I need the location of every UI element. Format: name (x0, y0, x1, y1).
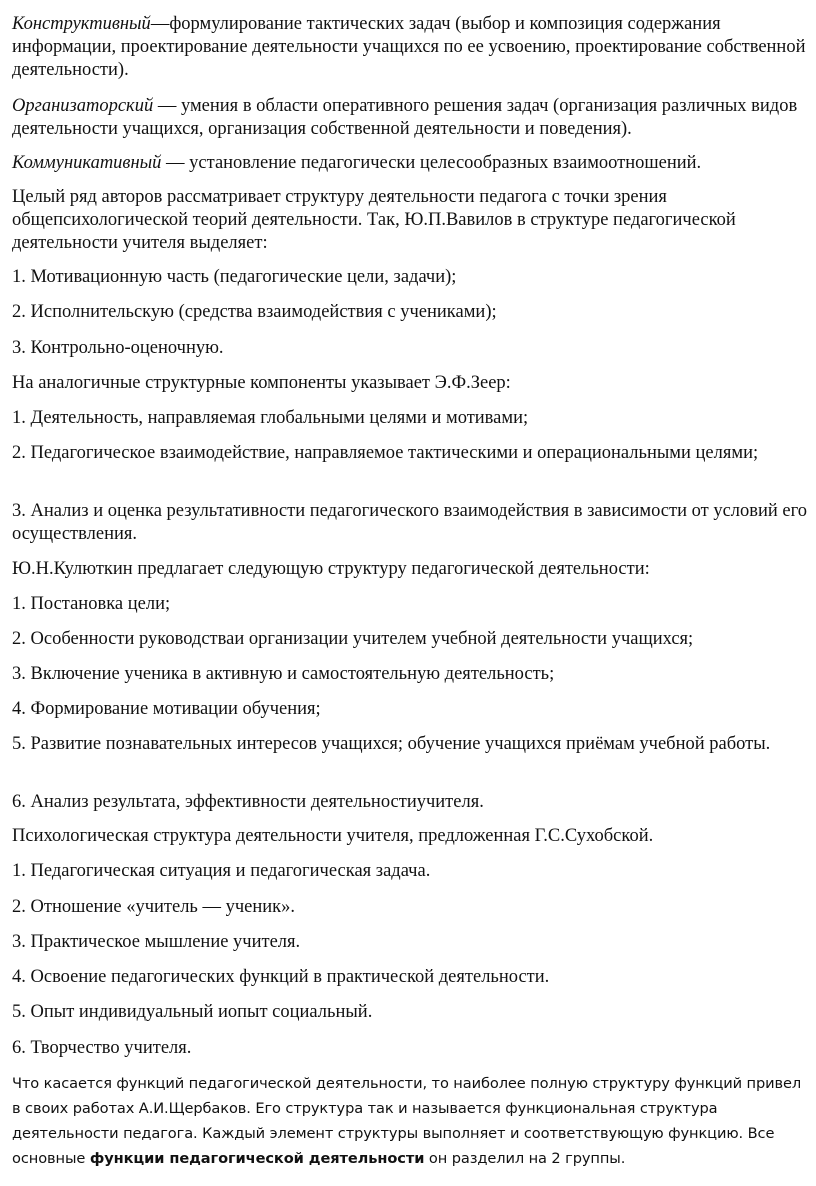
paragraph-zeer-intro: На аналогичные структурные компоненты указывает Э.Ф.Зеер: (12, 373, 511, 393)
paragraph-text: формулирование тактических задач (выбор и композиция содержания информации, проектирование деятельности учащихся по ее усвоению, проектирование собственной деятельности). (12, 14, 806, 80)
list-item: 2. Отношение «учитель — ученик». (12, 897, 296, 917)
paragraph-text: — установление педагогически целесообразных взаимоотношений. (161, 153, 702, 173)
paragraph-text: — умения в области оперативного решения задач (организация различных видов деятельности учащихся, организация собственной деятельности и поведения). (12, 96, 798, 139)
list-item: 3. Включение ученика в активную и самостоятельную деятельность; (12, 664, 555, 684)
list-item: 2. Особенности руководстваи организации учителем учебной деятельности учащихся; (12, 629, 694, 649)
list-item: 5. Развитие познавательных интересов учащихся; обучение учащихся приёмам учебной работы. (12, 734, 771, 754)
term-organizational: Организаторский (12, 96, 154, 116)
list-item: 4. Освоение педагогических функций в практической деятельности. (12, 967, 550, 987)
paragraph-sukhobskaya-intro: Психологическая структура деятельности учителя, предложенная Г.С.Сухобской. (12, 826, 654, 846)
list-item: 1. Постановка цели; (12, 594, 171, 614)
list-item: 2. Педагогическое взаимодействие, направляемое тактическими и операциональными целями; (12, 443, 759, 463)
list-item: 6. Анализ результата, эффективности деятельностиучителя. (12, 792, 484, 812)
term-constructive: Конструктивный (12, 14, 151, 34)
list-item: 4. Формирование мотивации обучения; (12, 699, 321, 719)
bold-phrase: функции педагогической деятельности (89, 1150, 425, 1167)
list-item: 3. Контрольно-оценочную. (12, 338, 224, 358)
list-item: 1. Педагогическая ситуация и педагогическая задача. (12, 861, 431, 881)
list-item: 3. Практическое мышление учителя. (12, 932, 301, 952)
em-dash: — (150, 14, 170, 34)
paragraph-text: он разделил на 2 группы. (424, 1150, 626, 1167)
paragraph-organizational (12, 95, 808, 141)
list-item: 2. Исполнительскую (средства взаимодействия с учениками); (12, 302, 497, 322)
term-communicative: Коммуникативный (12, 153, 162, 173)
list-item: 1. Деятельность, направляемая глобальными целями и мотивами; (12, 408, 529, 428)
list-item: 1. Мотивационную часть (педагогические цели, задачи); (12, 267, 457, 287)
paragraph-communicative (12, 152, 808, 175)
paragraph-kulyutkin-intro: Ю.Н.Кулюткин предлагает следующую структуру педагогической деятельности: (12, 559, 650, 579)
list-item: 3. Анализ и оценка результативности педагогического взаимодействия в зависимости от условий его осуществления. (12, 501, 808, 544)
paragraph-authors-intro: Целый ряд авторов рассматривает структуру деятельности педагога с точки зрения общепсихологической теорий деятельности. Так, Ю.П.Вавилов в структуре педагогической деятельности учителя выделяет: (12, 187, 736, 253)
list-item: 5. Опыт индивидуальный иопыт социальный. (12, 1002, 373, 1022)
paragraph-text: Что касается функций педагогической деятельности, то наиболее полную структуру функций привел в своих работах А.И.Щербаков. Его структура так и называется функциональная структура деятельности педагога. Каждый элемент структуры выполняет и соответствующую функцию. Все основные (12, 1075, 802, 1167)
paragraph-constructive (12, 13, 808, 82)
paragraph-functions (12, 1071, 812, 1171)
list-item: 6. Творчество учителя. (12, 1038, 192, 1058)
